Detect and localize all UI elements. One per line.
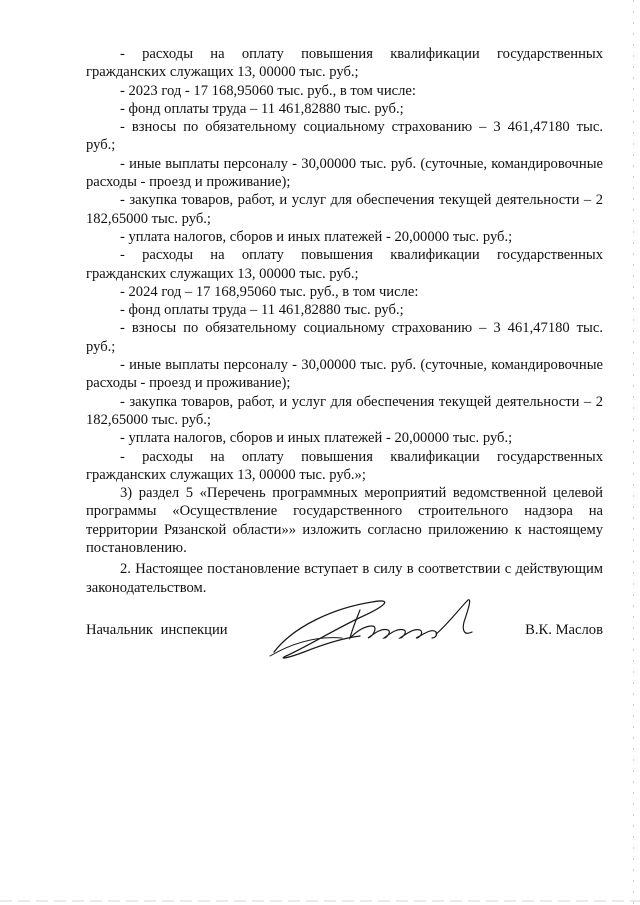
- paragraph: - иные выплаты персоналу - 30,00000 тыс. руб. (суточные, командировочные расходы - проезд и проживание);: [86, 155, 603, 191]
- paragraph: - фонд оплаты труда – 11 461,82880 тыс. руб.;: [120, 100, 404, 117]
- paragraph: - 2024 год – 17 168,95060 тыс. руб., в том числе:: [120, 283, 419, 300]
- paragraph: - взносы по обязательному социальному страхованию – 3 461,47180 тыс. руб.;: [86, 119, 603, 154]
- paragraph: - иные выплаты персоналу - 30,00000 тыс. руб. (суточные, командировочные расходы - проезд и проживание);: [86, 357, 603, 392]
- paragraph: - расходы на оплату повышения квалификации государственных гражданских служащих 13, 00000 тыс. руб.;: [86, 247, 603, 282]
- paragraph: - 2023 год - 17 168,95060 тыс. руб., в том числе:: [120, 82, 416, 99]
- document-body: [86, 45, 603, 597]
- paragraph: - расходы на оплату повышения квалификации государственных гражданских служащих 13, 00000 тыс. руб.»;: [86, 448, 603, 483]
- signatory-name: В.К. Маслов: [525, 622, 603, 638]
- paragraph: - закупка товаров, работ, и услуг для обеспечения текущей деятельности – 2 182,65000 тыс. руб.;: [86, 393, 603, 428]
- page-edge-mark: [633, 0, 634, 905]
- paragraph: - взносы по обязательному социальному страхованию – 3 461,47180 тыс. руб.;: [86, 320, 603, 355]
- handwritten-signature: [264, 586, 494, 666]
- signatory-title: Начальник инспекции: [86, 622, 228, 638]
- paragraph: - закупка товаров, работ, и услуг для обеспечения текущей деятельности – 2 182,65000 тыс. руб.;: [86, 192, 603, 227]
- paragraph: - уплата налогов, сборов и иных платежей - 20,00000 тыс. руб.;: [120, 228, 513, 245]
- paragraph: - фонд оплаты труда – 11 461,82880 тыс. руб.;: [120, 302, 404, 319]
- signature-row: [86, 586, 603, 666]
- paragraph: 3) раздел 5 «Перечень программных мероприятий ведомственной целевой программы «Осуществление государственного строительного надзора на территории Рязанской области»» изложить согласно приложению к настоящему постановлению.: [86, 485, 603, 557]
- scan-edge-line: [0, 897, 640, 905]
- paragraph: 2. Настоящее постановление вступает в силу в соответствии с действующим законодательством.: [86, 561, 603, 596]
- paragraph: - расходы на оплату повышения квалификации государственных гражданских служащих 13, 00000 тыс. руб.;: [86, 46, 603, 81]
- paragraph: - уплата налогов, сборов и иных платежей - 20,00000 тыс. руб.;: [120, 430, 513, 447]
